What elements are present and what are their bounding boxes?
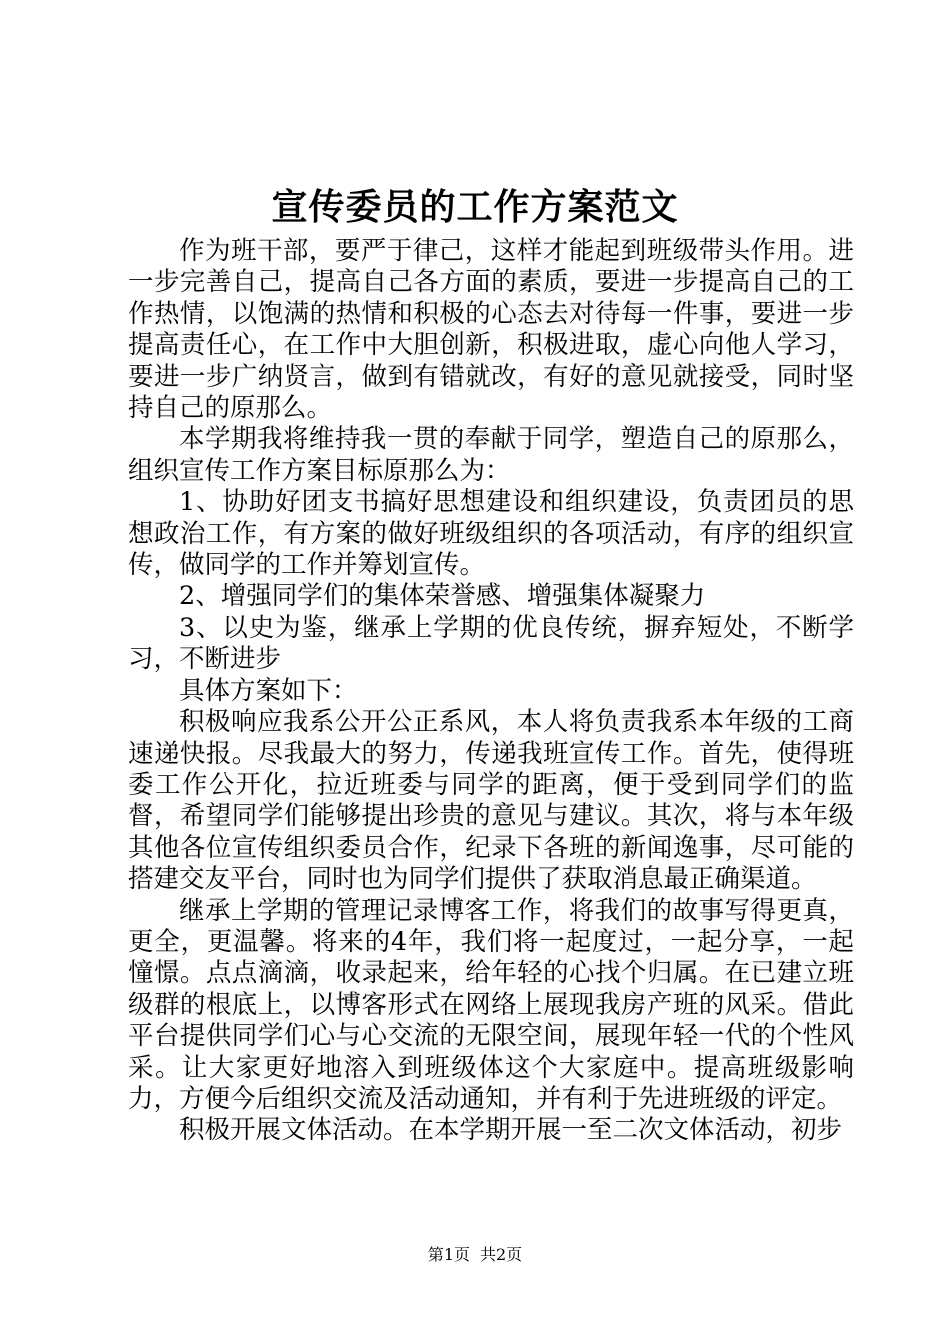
paragraph-6: 具体方案如下： <box>179 675 358 706</box>
paragraph-5: 3、以史为鉴，继承上学期的优良传统，摒弃短处，不断学习，不断进步 <box>128 612 854 675</box>
paragraph-8: 继承上学期的管理记录博客工作，将我们的故事写得更真，更全，更温馨。将来的4年，我们将一起度过，一起分享，一起憧憬。点点滴滴，收录起来，给年轻的心找个归属。在已建立班级群的根底上，以博客形式在网络上展现我房产班的风采。借此平台提供同学们心与心交流的无限空间，展现年轻一代的个性风采。让大家更好地溶入到班级体这个大家庭中。提高班级影响力，方便今后组织交流及活动通知，并有利于先进班级的评定。 <box>128 895 854 1114</box>
page-footer <box>0 1243 950 1267</box>
page-number: 第1页 <box>427 1245 470 1264</box>
document-title: 宣传委员的工作方案范文 <box>271 186 679 228</box>
paragraph-7: 积极响应我系公开公正系风，本人将负责我系本年级的工商速递快报。尽我最大的努力，传递我班宣传工作。首先，使得班委工作公开化，拉近班委与同学的距离，便于受到同学们的监督，希望同学们能够提出珍贵的意见与建议。其次，将与本年级其他各位宣传组织委员合作，纪录下各班的新闻逸事，尽可能的搭建交友平台，同时也为同学们提供了获取消息最正确渠道。 <box>128 707 854 895</box>
paragraph-2: 本学期我将维持我一贯的奉献于同学，塑造自己的原那么，组织宣传工作方案目标原那么为： <box>128 424 854 486</box>
page-total: 共2页 <box>480 1245 523 1264</box>
document-body <box>128 236 854 1147</box>
paragraph-9: 积极开展文体活动。在本学期开展一至二次文体活动，初步 <box>179 1115 843 1146</box>
paragraph-1: 作为班干部，要严于律己，这样才能起到班级带头作用。进一步完善自己，提高自己各方面的素质，要进一步提高自己的工作热情，以饱满的热情和积极的心态去对待每一件事，要进一步提高责任心，在工作中大胆创新，积极进取，虚心向他人学习，要进一步广纳贤言，做到有错就改，有好的意见就接受，同时坚持自己的原那么。 <box>128 236 854 424</box>
paragraph-3: 1、协助好团支书搞好思想建设和组织建设，负责团员的思想政治工作，有方案的做好班级组织的各项活动，有序的组织宣传，做同学的工作并筹划宣传。 <box>128 487 854 581</box>
paragraph-4: 2、增强同学们的集体荣誉感、增强集体凝聚力 <box>179 581 706 612</box>
